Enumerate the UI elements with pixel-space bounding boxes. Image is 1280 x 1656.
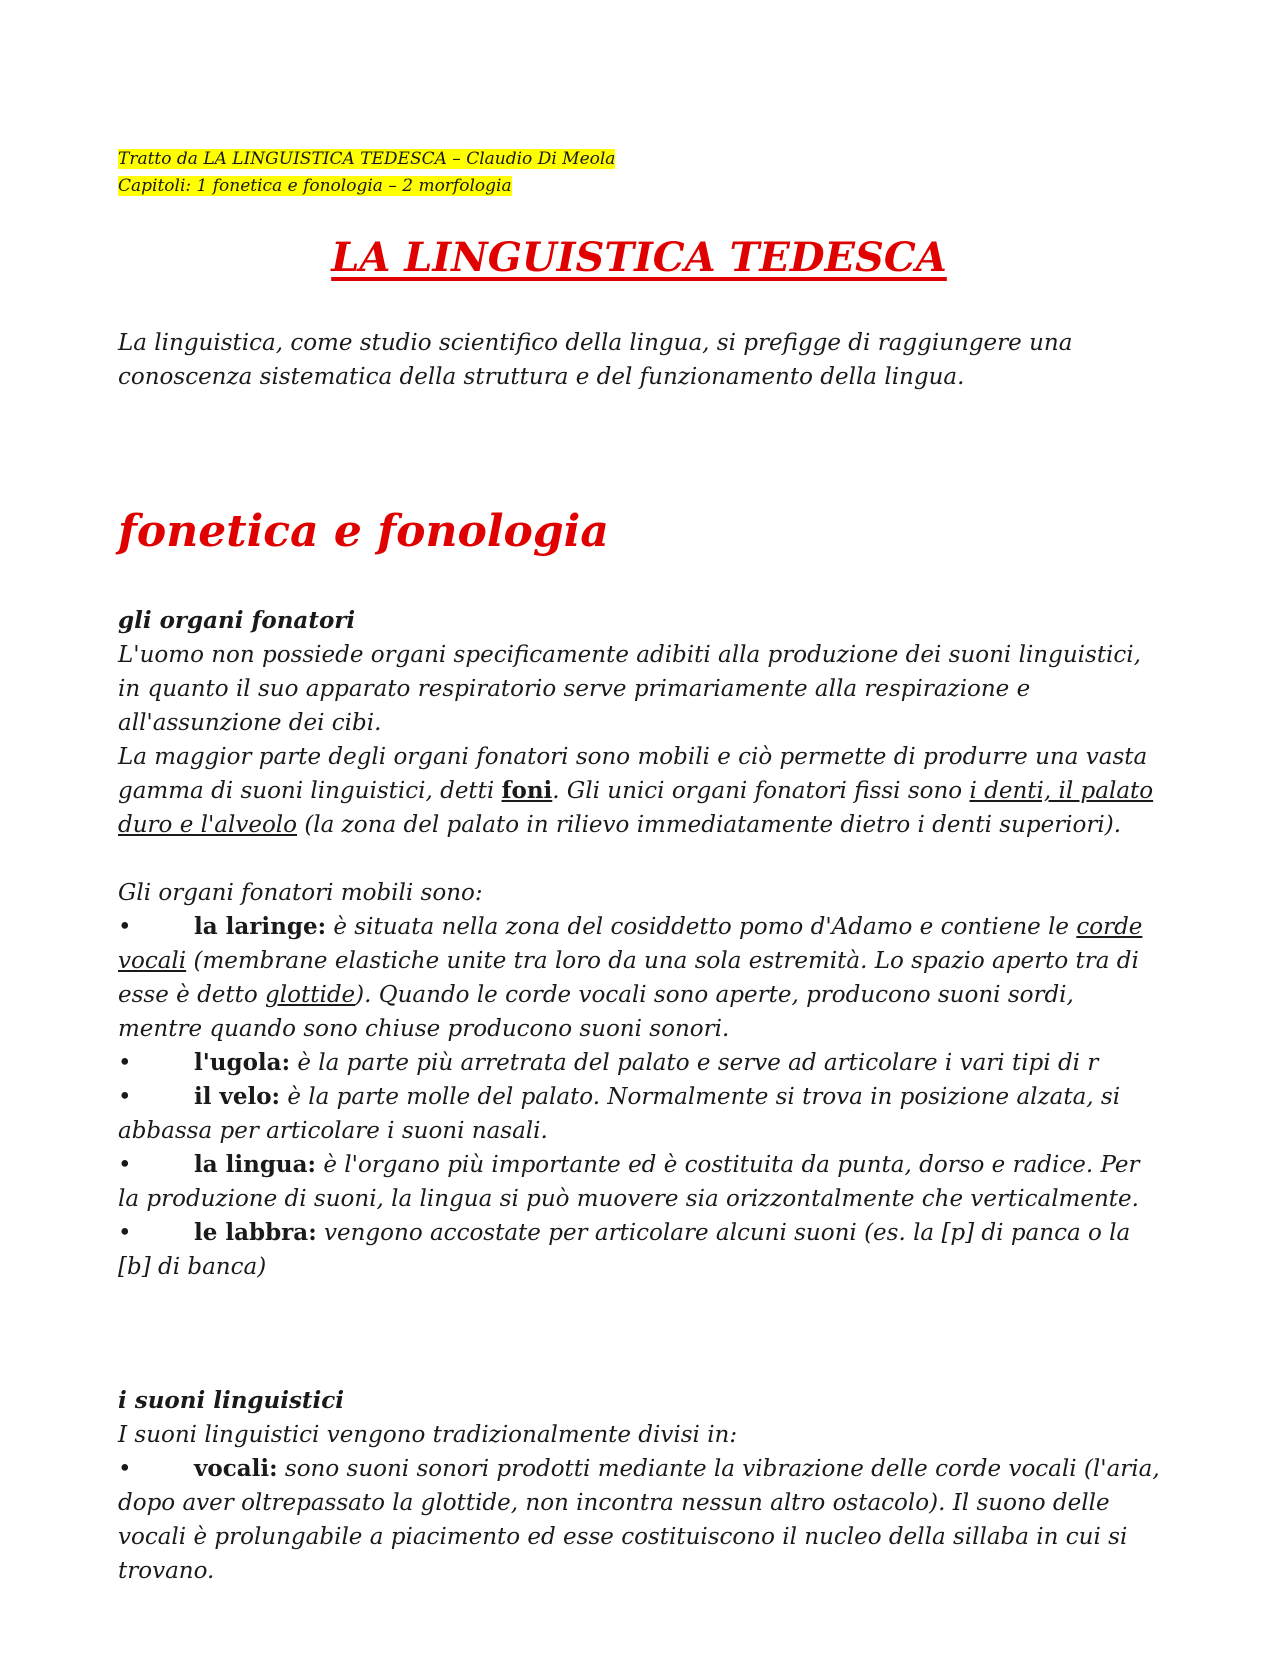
bullet-marker: •: [118, 1084, 132, 1110]
list-item-laringe: [118, 910, 1160, 1046]
source-line-2: Capitoli: 1 fonetica e fonologia – 2 morfologia: [118, 176, 512, 196]
subheading-suoni-linguistici: i suoni linguistici: [118, 1387, 345, 1414]
term-ugola: l'ugola:: [194, 1049, 291, 1076]
list-item-labbra: [118, 1216, 1160, 1284]
list-item-lingua: [118, 1148, 1160, 1216]
term-corde-vocali: corde vocali: [118, 914, 1143, 974]
paragraph-organi-1: L'uomo non possiede organi specificamente adibiti alla produzione dei suoni linguistici, in quanto il suo apparato respiratorio serve primariamente alla respirazione e all'assunzione dei cibi.: [118, 642, 1141, 736]
list-item-velo: [118, 1080, 1160, 1148]
term-laringe: la laringe:: [194, 913, 327, 940]
p2-text-b: . Gli unici organi fonatori fissi sono: [552, 778, 970, 804]
list-item-ugola: [118, 1046, 1160, 1080]
p2-text-a: La maggior parte degli organi fonatori sono mobili e ciò permette di produrre una vasta gamma di suoni linguistici, detti: [118, 744, 1148, 804]
term-glottide: glottide: [265, 982, 356, 1008]
paragraph-organi-2: [118, 740, 1160, 842]
vocali-text: sono suoni sonori prodotti mediante la vibrazione delle corde vocali (l'aria, dopo aver oltrepassato la glottide, non incontra nessun altro ostacolo). Il suono delle vocali è prolungabile a piacimento ed esse costituiscono il nucleo della sillaba in cui si trovano.: [118, 1456, 1160, 1584]
document-title: LA LINGUISTICA TEDESCA: [331, 234, 947, 281]
term-organi-fissi: i denti, il palato duro e l'alveolo: [118, 778, 1154, 838]
list-item-vocali: [118, 1452, 1160, 1588]
term-velo: il velo:: [194, 1083, 281, 1110]
lingua-text: è l'organo più importante ed è costituita da punta, dorso e radice. Per la produzione di suoni, la lingua si può muovere sia orizzontalmente che verticalmente.: [118, 1152, 1140, 1212]
ugola-text: è la parte più arretrata del palato e serve ad articolare i vari tipi di r: [290, 1050, 1099, 1076]
intro-paragraph: La linguistica, come studio scientifico della lingua, si prefigge di raggiungere una conoscenza sistematica della struttura e del funzionamento della lingua.: [118, 330, 1073, 390]
subheading-organi-fonatori: gli organi fonatori: [118, 607, 356, 634]
term-lingua: la lingua:: [194, 1151, 317, 1178]
labbra-text: vengono accostate per articolare alcuni suoni (es. la [p] di panca o la [b] di banca): [118, 1220, 1131, 1280]
term-foni: foni: [501, 777, 553, 804]
source-line-1: Tratto da LA LINGUISTICA TEDESCA – Claudio Di Meola: [118, 149, 616, 169]
bullet-marker: •: [118, 1152, 132, 1178]
bullet-marker: •: [118, 1220, 132, 1246]
laringe-text-c: ). Quando le corde vocali sono aperte, producono suoni sordi, mentre quando sono chiuse producono suoni sonori.: [118, 982, 1074, 1042]
bullet-marker: •: [118, 914, 132, 940]
p2-text-c: (la zona del palato in rilievo immediatamente dietro i denti superiori).: [297, 812, 1122, 838]
source-note: [118, 146, 1160, 200]
bullet-marker: •: [118, 1456, 132, 1482]
laringe-text-a: è situata nella zona del cosiddetto pomo d'Adamo e contiene le: [326, 914, 1077, 940]
bullet-marker: •: [118, 1050, 132, 1076]
term-vocali: vocali:: [194, 1455, 278, 1482]
laringe-text-b: (membrane elastiche unite tra loro da una sola estremità. Lo spazio aperto tra di esse è detto: [118, 948, 1139, 1008]
velo-text: è la parte molle del palato. Normalmente si trova in posizione alzata, si abbassa per articolare i suoni nasali.: [118, 1084, 1121, 1144]
term-labbra: le labbra:: [194, 1219, 317, 1246]
section-title: fonetica e fonologia: [118, 506, 609, 557]
suoni-intro: I suoni linguistici vengono tradizionalmente divisi in:: [118, 1422, 738, 1448]
mobili-intro: Gli organi fonatori mobili sono:: [118, 880, 483, 906]
